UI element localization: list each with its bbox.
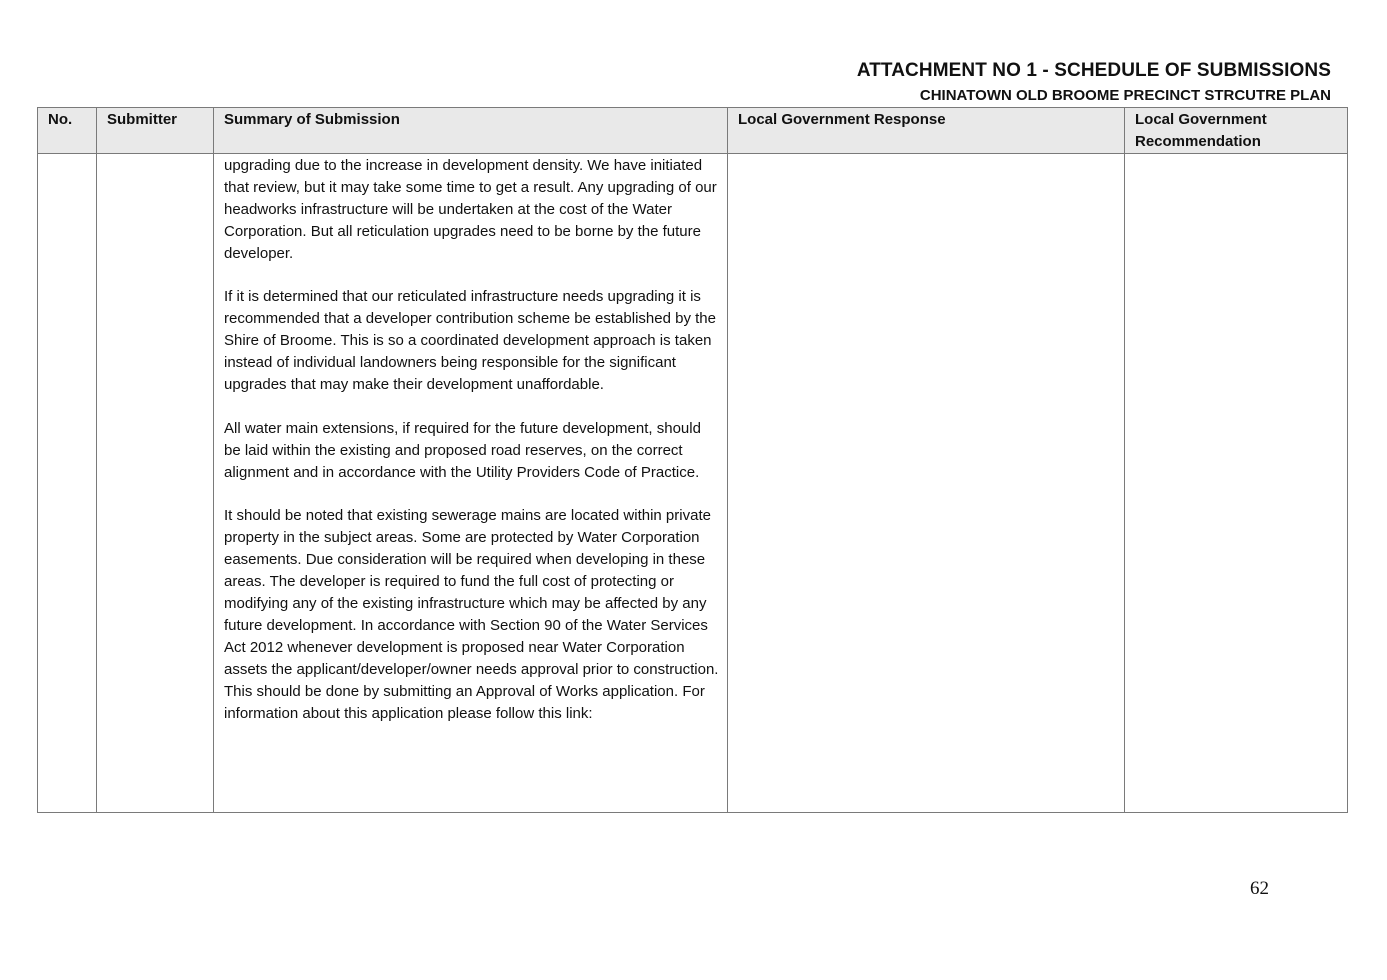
cell-recommendation: [1125, 154, 1348, 813]
cell-summary: [214, 154, 728, 813]
cell-response: [728, 154, 1125, 813]
cell-submitter: [97, 154, 214, 813]
column-header-summary: Summary of Submission: [214, 108, 728, 154]
column-header-number: No.: [38, 108, 97, 154]
column-header-submitter: Submitter: [97, 108, 214, 154]
page-number: 62: [1250, 878, 1269, 899]
table-row: [38, 154, 1348, 813]
cell-number: [38, 154, 97, 813]
summary-paragraph: upgrading due to the increase in development density. We have initiated that review, but it may take some time to get a result. Any upgrading of our headworks infrastructure will be undertaken at the cost of the Water Corporation. But all reticulation upgrades need to be borne by the future developer.: [224, 157, 717, 262]
column-header-recommendation: Local Government Recommendation: [1125, 108, 1348, 154]
submissions-table: [37, 107, 1348, 813]
document-title: ATTACHMENT NO 1 - SCHEDULE OF SUBMISSIONS: [856, 60, 1331, 81]
table-header-row: [38, 108, 1348, 154]
summary-paragraph: It should be noted that existing sewerage mains are located within private property in the subject areas. Some are protected by Water Corporation easements. Due consideration will be required when developing in these areas. The developer is required to fund the full cost of protecting or modifying any of the existing infrastructure which may be affected by any future development. In accordance with Section 90 of the Water Services Act 2012 whenever development is proposed near Water Corporation assets the applicant/developer/owner needs approval prior to construction. This should be done by submitting an Approval of Works application. For information about this application please follow this link:: [224, 507, 719, 722]
summary-paragraph: All water main extensions, if required for the future development, should be laid within the existing and proposed road reserves, on the correct alignment and in accordance with the Utility Providers Code of Practice.: [224, 419, 701, 481]
column-header-response: Local Government Response: [728, 108, 1125, 154]
document-subtitle: CHINATOWN OLD BROOME PRECINCT STRCUTRE PLAN: [919, 87, 1331, 104]
summary-paragraph: If it is determined that our reticulated infrastructure needs upgrading it is recommended that a developer contribution scheme be established by the Shire of Broome. This is so a coordinated development approach is taken instead of individual landowners being responsible for the significant upgrades that may make their development unaffordable.: [224, 288, 716, 394]
